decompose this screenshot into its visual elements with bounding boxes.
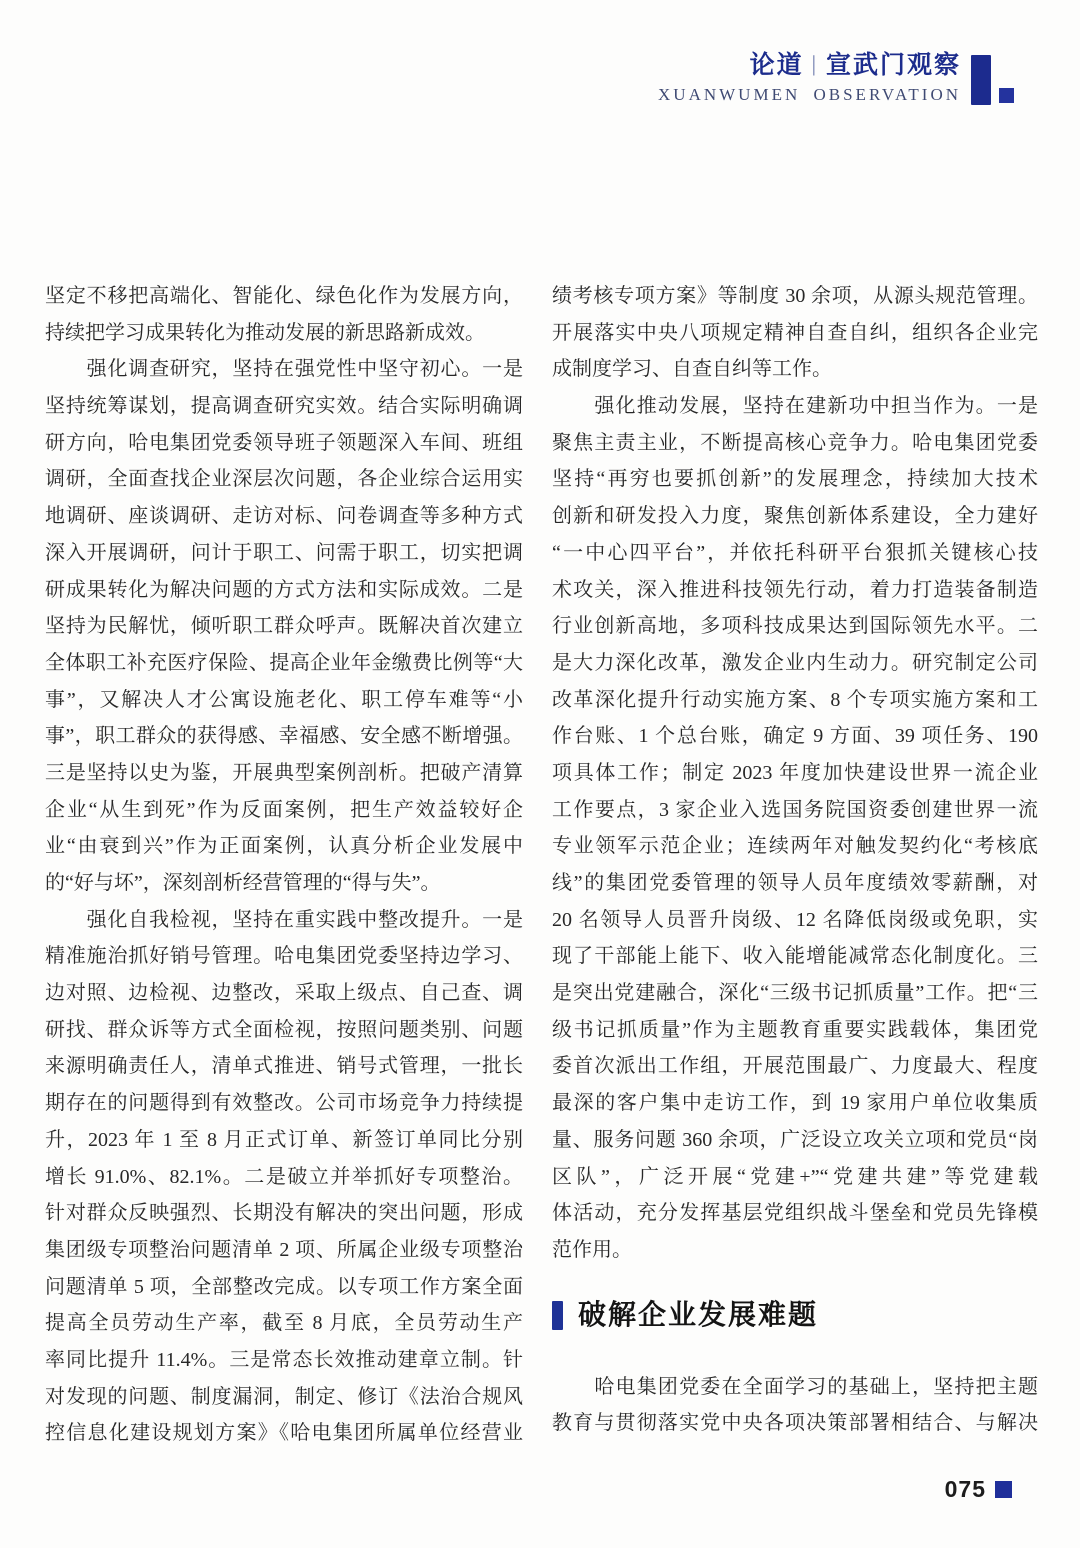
section-heading-text: 破解企业发展难题 <box>578 1299 819 1331</box>
text-line: 量、服务问题 360 余项，广泛设立攻关立项和党员“岗 <box>552 1128 1038 1151</box>
text-line: 地调研、座谈调研、走访对标、问卷调查等多种方式 <box>45 505 523 528</box>
text-line: 研找、群众诉等方式全面检视，按照问题类别、问题 <box>45 1018 523 1041</box>
text-line: 坚持“再穷也要抓创新”的发展理念，持续加大技术 <box>552 468 1038 491</box>
text-line: 术攻关，深入推进科技领先行动，着力打造装备制造 <box>552 578 1038 601</box>
text-line: 坚持为民解忧，倾听职工群众呼声。既解决首次建立 <box>45 615 523 638</box>
page-footer <box>945 1476 1012 1503</box>
text-line: 集团级专项整治问题清单 2 项、所属企业级专项整治 <box>45 1238 523 1261</box>
text-line: 问题清单 5 项，全部整改完成。以专项工作方案全面 <box>45 1275 523 1298</box>
text-line: 业“由衰到兴”作为正面案例，认真分析企业发展中 <box>45 835 523 858</box>
text-line: 期存在的问题得到有效整改。公司市场竞争力持续提 <box>45 1092 523 1115</box>
text-line: 20 名领导人员晋升岗级、12 名降低岗级或免职，实 <box>552 908 1038 931</box>
text-line: 项具体工作；制定 2023 年度加快建设世界一流企业 <box>552 761 1038 784</box>
text-line: 工作要点，3 家企业入选国务院国资委创建世界一流 <box>552 798 1038 821</box>
text-line: 持续把学习成果转化为推动发展的新思路新成效。 <box>45 321 485 344</box>
text-line: 专业领军示范企业；连续两年对触发契约化“考核底 <box>552 835 1038 858</box>
header-column-title: 宣武门观察 <box>825 52 961 79</box>
right-column-upper-text <box>552 278 1038 1269</box>
text-line: 是大力深化改革，激发企业内生动力。研究制定公司 <box>552 651 1038 674</box>
right-text-column <box>552 278 1038 1442</box>
text-line: 升，2023 年 1 至 8 月正式订单、新签订单同比分别 <box>45 1128 523 1151</box>
header-titles <box>658 52 961 105</box>
text-line: 强化推动发展，坚持在建新功中担当作为。一是 <box>552 395 1038 418</box>
text-line: 级书记抓质量”作为主题教育重要实践载体，集团党 <box>552 1018 1038 1041</box>
section-heading-bar-icon <box>552 1301 563 1330</box>
logo-bar-icon <box>971 55 991 105</box>
text-line: 创新和研发投入力度，聚焦创新体系建设，全力建好 <box>552 505 1038 528</box>
text-line: 现了干部能上能下、收入能增能减常态化制度化。三 <box>552 945 1038 968</box>
header-title-cn <box>750 52 961 80</box>
header-section-label: 论道 <box>749 52 804 79</box>
section-heading <box>552 1299 1038 1333</box>
text-line: 体活动，充分发挥基层党组织战斗堡垒和党员先锋模 <box>552 1202 1038 1225</box>
text-line: 哈电集团党委在全面学习的基础上，坚持把主题 <box>552 1375 1038 1398</box>
text-line: 来源明确责任人，清单式推进、销号式管理，一批长 <box>45 1055 523 1078</box>
text-line: 成制度学习、自查自纠等工作。 <box>552 358 832 381</box>
text-line: 范作用。 <box>552 1238 632 1261</box>
text-line: 线”的集团党委管理的领导人员年度绩效零薪酬，对 <box>552 872 1038 894</box>
logo-dot-icon <box>999 88 1014 103</box>
page-header <box>658 52 1014 105</box>
header-title-en: XUANWUMEN OBSERVATION <box>658 84 961 104</box>
footer-square-icon <box>995 1481 1012 1498</box>
text-line: 坚定不移把高端化、智能化、绿色化作为发展方向， <box>45 285 523 307</box>
text-line: 增长 91.0%、82.1%。二是破立并举抓好专项整治。 <box>45 1165 523 1188</box>
text-line: 事”，又解决人才公寓设施老化、职工停车难等“小 <box>45 688 523 711</box>
text-line: 是突出党建融合，深化“三级书记抓质量”工作。把“三 <box>552 982 1038 1005</box>
left-text-column <box>45 278 523 1452</box>
text-line: 开展落实中央八项规定精神自查自纠，组织各企业完 <box>552 321 1038 344</box>
text-line: 研成果转化为解决问题的方式方法和实际成效。二是 <box>45 578 523 601</box>
text-line: 强化调查研究，坚持在强党性中坚守初心。一是 <box>45 358 523 381</box>
text-line: 事”，职工群众的获得感、幸福感、安全感不断增强。 <box>45 725 523 748</box>
text-line: 区队”，广泛开展“党建+”“党建共建”等党建载 <box>552 1165 1038 1188</box>
text-line: 绩考核专项方案》等制度 30 余项，从源头规范管理。 <box>552 285 1038 307</box>
header-logo-mark <box>971 55 1014 105</box>
page-number: 075 <box>944 1476 986 1502</box>
text-line: 深入开展调研，问计于职工、问需于职工，切实把调 <box>45 541 523 564</box>
text-line: 行业创新高地，多项科技成果达到国际领先水平。二 <box>552 615 1038 638</box>
text-line: 边对照、边检视、边整改，采取上级点、自己查、调 <box>45 982 523 1005</box>
text-line: 研方向，哈电集团党委领导班子领题深入车间、班组 <box>45 431 523 454</box>
text-line: 企业“从生到死”作为反面案例，把生产效益较好企 <box>45 798 523 821</box>
text-line: 强化自我检视，坚持在重实践中整改提升。一是 <box>45 908 523 931</box>
text-line: 调研，全面查找企业深层次问题，各企业综合运用实 <box>45 468 523 491</box>
text-line: “一中心四平台”，并依托科研平台狠抓关键核心技 <box>552 541 1038 564</box>
text-line: 提高全员劳动生产率，截至 8 月底，全员劳动生产 <box>45 1312 523 1335</box>
text-line: 最深的客户集中走访工作，到 19 家用户单位收集质 <box>552 1092 1038 1115</box>
text-line: 全体职工补充医疗保险、提高企业年金缴费比例等“大 <box>45 651 523 674</box>
text-line: 率同比提升 11.4%。三是常态长效推动建章立制。针 <box>45 1348 523 1371</box>
text-line: 聚焦主责主业，不断提高核心竞争力。哈电集团党委 <box>552 431 1038 454</box>
text-line: 作台账、1 个总台账，确定 9 方面、39 项任务、190 <box>552 725 1038 748</box>
text-line: 委首次派出工作组，开展范围最广、力度最大、程度 <box>552 1055 1038 1078</box>
text-line: 针对群众反映强烈、长期没有解决的突出问题，形成 <box>45 1202 523 1225</box>
text-line: 改革深化提升行动实施方案、8 个专项实施方案和工 <box>552 688 1038 711</box>
text-line: 精准施治抓好销号管理。哈电集团党委坚持边学习、 <box>45 945 523 968</box>
right-column-lower-text <box>552 1369 1038 1442</box>
text-line: 的“好与坏”，深刻剖析经营管理的“得与失”。 <box>45 872 441 894</box>
text-line: 对发现的问题、制度漏洞，制定、修订《法治合规风 <box>45 1385 523 1408</box>
text-line: 三是坚持以史为鉴，开展典型案例剖析。把破产清算 <box>45 761 523 784</box>
text-line: 教育与贯彻落实党中央各项决策部署相结合、与解决 <box>552 1412 1038 1435</box>
text-line: 控信息化建设规划方案》《哈电集团所属单位经营业 <box>45 1422 523 1445</box>
header-divider: | <box>811 51 818 76</box>
text-line: 坚持统筹谋划，提高调查研究实效。结合实际明确调 <box>45 395 523 418</box>
